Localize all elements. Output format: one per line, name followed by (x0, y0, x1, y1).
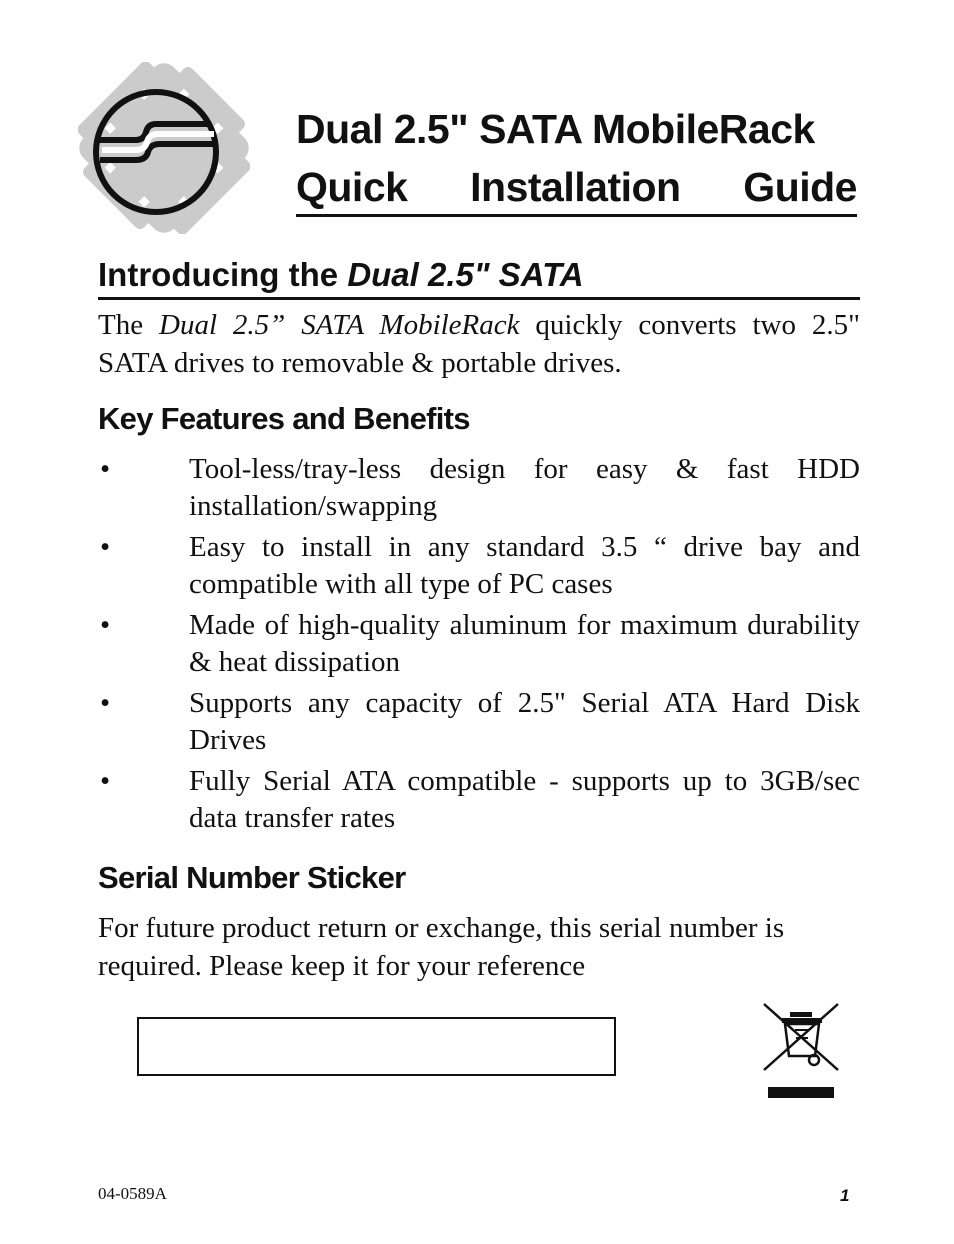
intro-para-prefix: The (98, 309, 159, 341)
bullet: • (100, 609, 111, 641)
list-item (98, 685, 860, 759)
intro-para-rest: quickly converts two 2.5" SATA drives to removable & portable drives. (98, 309, 860, 379)
serial-paragraph: For future product return or exchange, this serial number is required. Please keep it for your reference (98, 912, 785, 982)
feature-text: Easy to install in any standard 3.5 “ drive bay and compatible with all type of PC cases (189, 531, 860, 600)
intro-heading-product: Dual 2.5" SATA (347, 256, 584, 293)
page-number: 1 (840, 1186, 850, 1205)
feature-text: Tool-less/tray-less design for easy & fast HDD installation/swapping (189, 453, 860, 522)
intro-para-product: Dual 2.5” SATA MobileRack (159, 309, 520, 341)
feature-text: Fully Serial ATA compatible - supports up to 3GB/sec data transfer rates (189, 765, 860, 834)
weee-crossed-bin-icon (760, 1000, 842, 1100)
title-line-1: Dual 2.5" SATA MobileRack (296, 106, 815, 152)
bullet: • (100, 765, 111, 797)
bullet: • (100, 687, 111, 719)
list-item (98, 607, 860, 681)
list-item (98, 763, 860, 837)
feature-text: Supports any capacity of 2.5" Serial ATA Hard Disk Drives (189, 687, 860, 756)
intro-divider (98, 297, 860, 300)
brand-logo-icon (78, 62, 250, 234)
bullet: • (100, 531, 111, 563)
page-title (296, 100, 857, 216)
document-code: 04-0589A (98, 1184, 167, 1203)
title-divider (296, 214, 857, 217)
bullet: • (100, 453, 111, 485)
intro-heading-prefix: Introducing the (98, 256, 348, 293)
features-heading: Key Features and Benefits (98, 401, 470, 436)
serial-sticker-box (137, 1017, 616, 1076)
intro-heading (98, 254, 860, 296)
feature-text: Made of high-quality aluminum for maximum durability & heat dissipation (189, 609, 860, 678)
list-item (98, 529, 860, 603)
features-list (98, 451, 860, 841)
title-line-2: Quick Installation Guide (296, 164, 857, 210)
intro-paragraph (98, 306, 860, 382)
serial-heading: Serial Number Sticker (98, 860, 406, 895)
list-item (98, 451, 860, 525)
